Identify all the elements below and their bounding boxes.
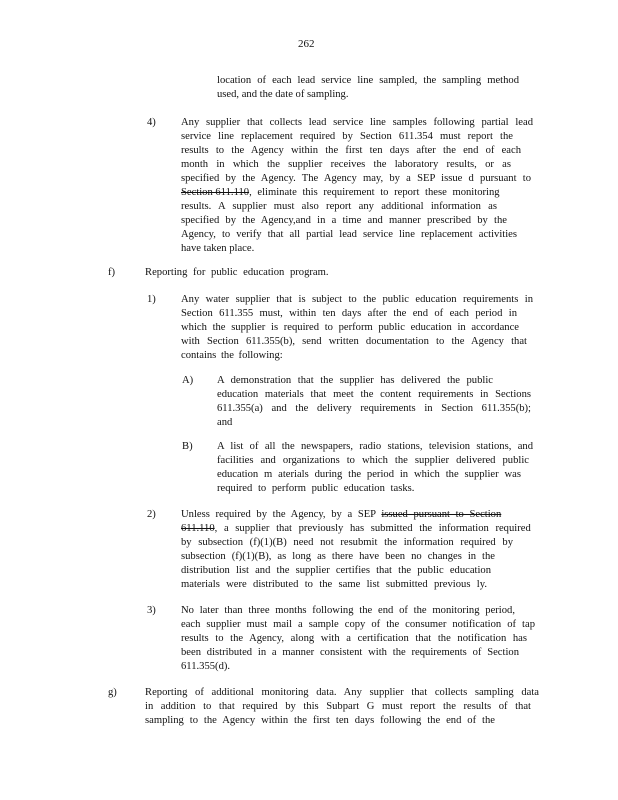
paragraph-text: Unless required by the Agency, by a SEP	[181, 509, 376, 520]
paragraph-line: results to the Agency, along with a certification that the notification has	[181, 633, 527, 644]
paragraph-line: results. A supplier must also report any additional information as	[181, 201, 497, 212]
paragraph-line: 611.355(a) and the delivery requirements in Section 611.355(b);	[217, 403, 531, 414]
section-label: f)	[108, 267, 116, 278]
struck-text: Section 611.110	[181, 187, 250, 198]
paragraph-line: facilities and organizations to which the supplier delivered public	[217, 455, 529, 466]
continuation-line: location of each lead service line sampled, the sampling method	[217, 75, 519, 86]
paragraph-text: , eliminate this requirement to report these monitoring	[249, 187, 500, 198]
paragraph-line: Reporting of additional monitoring data. Any supplier that collects sampling data	[145, 687, 539, 698]
paragraph-line: education m aterials during the period in which the supplier was	[217, 469, 521, 480]
paragraph-line: and	[217, 417, 233, 428]
paragraph-line: A list of all the newspapers, radio stations, television stations, and	[217, 441, 533, 452]
paragraph-line: subsection (f)(1)(B), as long as there have been no changes in the	[181, 551, 495, 562]
paragraph-line: distribution list and the supplier certifies that the public education	[181, 565, 491, 576]
subitem-label: A)	[182, 375, 194, 386]
paragraph-line: which the supplier is required to perform public education in accordance	[181, 322, 519, 333]
paragraph-line: Any water supplier that is subject to the public education requirements in	[181, 294, 533, 305]
paragraph-line: Agency, to verify that all partial lead service line replacement activities	[181, 229, 517, 240]
paragraph-line: sampling to the Agency within the first ten days following the end of the	[145, 715, 495, 726]
item-label: 3)	[147, 605, 156, 616]
paragraph-line: each supplier must mail a sample copy of the consumer notification of tap	[181, 619, 535, 630]
paragraph-line: been distributed in a manner consistent with the requirements of Section	[181, 647, 519, 658]
paragraph-line: required to perform public education tasks.	[217, 483, 415, 494]
paragraph-line: by subsection (f)(1)(B) need not resubmit the information required by	[181, 537, 513, 548]
item-label: 2)	[147, 509, 156, 520]
paragraph-line	[181, 522, 531, 535]
struck-text: issued pursuant to Section	[381, 509, 502, 520]
paragraph-line: in addition to that required by this Subpart G must report the results of that	[145, 701, 531, 712]
paragraph-line: results to the Agency within the first ten days after the end of each	[181, 145, 521, 156]
paragraph-line: have taken place.	[181, 243, 255, 254]
page-number: 262	[298, 38, 315, 50]
section-label: g)	[108, 687, 117, 698]
paragraph-line: Any supplier that collects lead service line samples following partial lead	[181, 117, 533, 128]
item-label: 4)	[147, 117, 156, 128]
paragraph-line	[181, 186, 500, 199]
paragraph-line	[181, 508, 501, 521]
paragraph-line: 611.355(d).	[181, 661, 231, 672]
paragraph-line: materials were distributed to the same list submitted previous ly.	[181, 579, 487, 590]
section-heading: Reporting for public education program.	[145, 267, 329, 278]
paragraph-line: education materials that meet the content requirements in Sections	[217, 389, 531, 400]
paragraph-text: , a supplier that previously has submitted the information required	[214, 523, 531, 534]
subitem-label: B)	[182, 441, 193, 452]
continuation-line: used, and the date of sampling.	[217, 89, 349, 100]
paragraph-line: with Section 611.355(b), send written documentation to the Agency that	[181, 336, 527, 347]
paragraph-line: Section 611.355 must, within ten days after the end of each period in	[181, 308, 517, 319]
paragraph-line: specified by the Agency. The Agency may, by a SEP issue d pursuant to	[181, 173, 531, 184]
struck-text: 611.110	[181, 523, 215, 534]
paragraph-line: No later than three months following the end of the monitoring period,	[181, 605, 515, 616]
item-label: 1)	[147, 294, 156, 305]
paragraph-line: specified by the Agency,and in a time and manner prescribed by the	[181, 215, 507, 226]
paragraph-line: service line replacement required by Section 611.354 must report the	[181, 131, 513, 142]
paragraph-line: A demonstration that the supplier has delivered the public	[217, 375, 493, 386]
paragraph-line: contains the following:	[181, 350, 283, 361]
paragraph-line: month in which the supplier receives the laboratory results, or as	[181, 159, 511, 170]
